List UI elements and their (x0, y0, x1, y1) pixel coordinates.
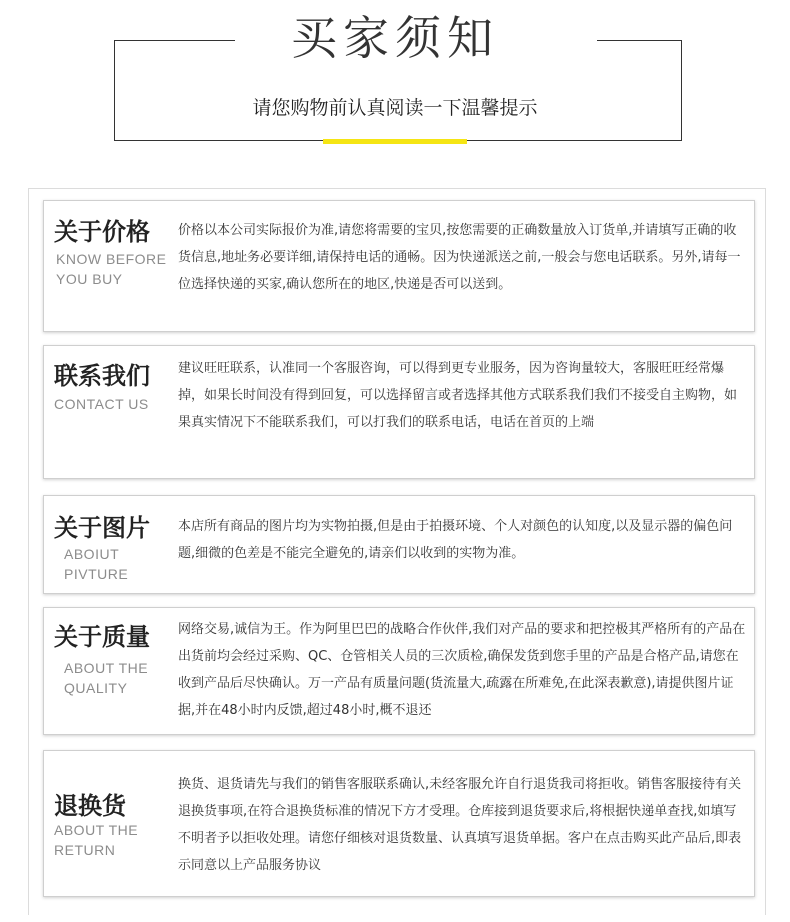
section-subtitle: CONTACT US (54, 396, 149, 412)
section-subtitle: ABOIUT PIVTURE (64, 546, 129, 582)
section-returns (43, 750, 755, 897)
page-title: 买家须知 (291, 11, 499, 65)
section-subtitle: ABOUT THE RETURN (54, 822, 139, 858)
section-pricing (43, 200, 755, 332)
page-header (0, 0, 790, 170)
section-contact (43, 345, 755, 479)
section-body: 建议旺旺联系，认准同一个客服咨询，可以得到更专业服务，因为咨询量较大，客服旺旺经常爆掉，如果长时间没有得到回复，可以选择留言或者选择其他方式联系我们我们不接受自主购物，如果真实情况下不能联系我们，可以打我们的联系电话，电话在首页的上端 (178, 361, 738, 430)
section-body: 网络交易,诚信为王。作为阿里巴巴的战略合作伙伴,我们对产品的要求和把控极其严格所有的产品在出货前均会经过采购、QC、仓管相关人员的三次质检,确保发货到您手里的产品是合格产品,请您在收到产品后尽快确认。万一产品有质量问题(货流量大,疏露在所难免,在此深表歉意),请提供图片证据,并在48小时内反馈,超过48小时,概不退还 (178, 622, 746, 718)
section-quality (43, 607, 755, 735)
section-title: 退换货 (54, 792, 126, 820)
section-subtitle: ABOUT THE QUALITY (64, 660, 149, 696)
accent-bar (323, 139, 467, 144)
section-subtitle: KNOW BEFORE YOU BUY (56, 251, 167, 287)
section-title: 联系我们 (54, 362, 150, 390)
section-title: 关于图片 (54, 514, 150, 542)
page-subtitle: 请您购物前认真阅读一下温馨提示 (252, 97, 538, 119)
section-title: 关于价格 (54, 218, 150, 246)
section-title: 关于质量 (54, 623, 150, 651)
section-body: 本店所有商品的图片均为实物拍摄,但是由于拍摄环境、个人对颜色的认知度,以及显示器的偏色问题,细微的色差是不能完全避免的,请亲们以收到的实物为准。 (178, 519, 733, 561)
section-pictures (43, 495, 755, 594)
section-body: 价格以本公司实际报价为准,请您将需要的宝贝,按您需要的正确数量放入订货单,并请填写正确的收货信息,地址务必要详细,请保持电话的通畅。因为快递派送之前,一般会与您电话联系。另外,请每一位选择快递的买家,确认您所在的地区,快递是否可以送到。 (178, 223, 741, 292)
section-body: 换货、退货请先与我们的销售客服联系确认,未经客服允许自行退货我司将拒收。销售客服接待有关退换货事项,在符合退换货标准的情况下方才受理。仓库接到退货要求后,将根据快递单查找,如填写不明者予以拒收处理。请您仔细核对退货数量、认真填写退货单据。客户在点击购买此产品后,即表示同意以上产品服务协议 (178, 777, 742, 873)
